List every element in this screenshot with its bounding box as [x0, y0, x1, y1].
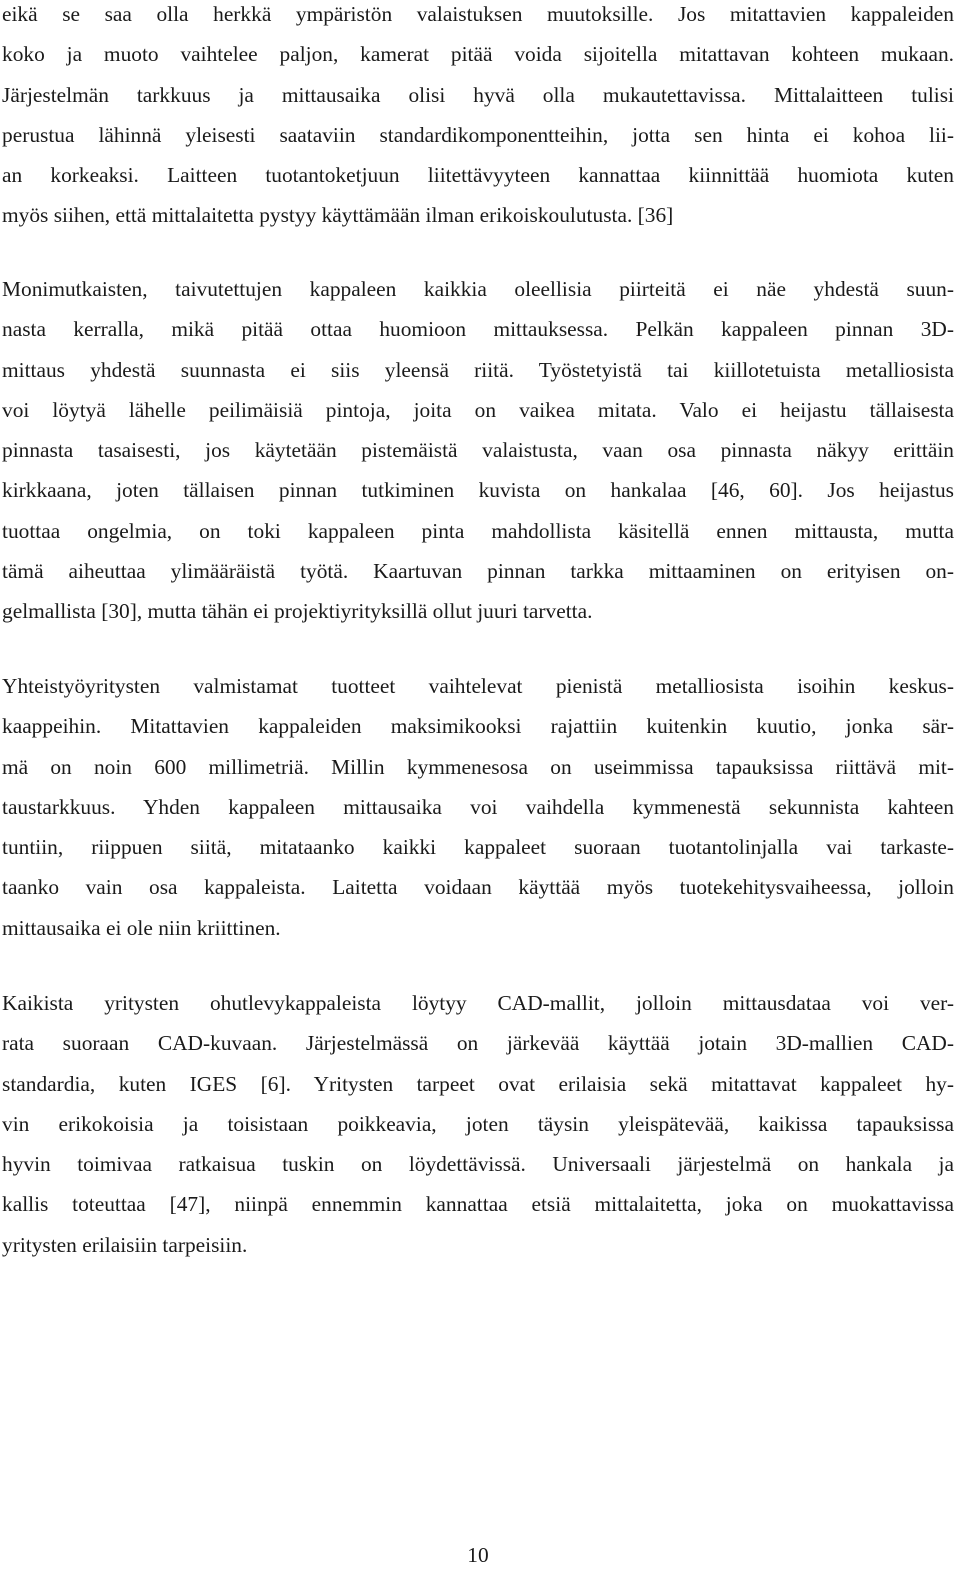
text-line: tuottaa ongelmia, on toki kappaleen pinta mahdollista käsitellä ennen mittausta, mutta [2, 518, 954, 543]
text-line: yritysten erilaisiin tarpeisiin. [2, 1232, 248, 1257]
text-line: rata suoraan CAD-kuvaan. Järjestelmässä on järkevää käyttää jotain 3D-mallien CAD- [2, 1031, 954, 1056]
text-line: kaappeihin. Mitattavien kappaleiden maksimikooksi rajattiin kuitenkin kuutio, jonka sär- [2, 714, 954, 739]
page-number: 10 [467, 1543, 489, 1567]
text-line: nasta kerralla, mikä pitää ottaa huomioon mittauksessa. Pelkän kappaleen pinnan 3D- [2, 317, 954, 342]
text-line: an korkeaksi. Laitteen tuotantoketjuun liitettävyyteen kannattaa kiinnittää huomiota kuten [2, 163, 954, 188]
text-line: hyvin toimivaa ratkaisua tuskin on löydettävissä. Universaali järjestelmä on hankala ja [2, 1152, 954, 1177]
text-line: kirkkaana, joten tällaisen pinnan tutkiminen kuvista on hankalaa [46, 60]. Jos heijastus [2, 478, 954, 503]
text-line: tämä aiheuttaa ylimääräistä työtä. Kaartuvan pinnan tarkka mittaaminen on erityisen on- [2, 559, 954, 584]
text-line: kallis toteuttaa [47], niinpä ennemmin kannattaa etsiä mittalaitetta, joka on muokattavissa [2, 1192, 954, 1217]
text-line: mittaus yhdestä suunnasta ei siis yleensä riitä. Työstetyistä tai kiillotetuista metalliosista [2, 357, 954, 382]
paragraph-2 [2, 269, 954, 632]
text-line: perustua lähinnä yleisesti saataviin standardikomponentteihin, jotta sen hinta ei kohoa lii- [2, 122, 954, 147]
text-line: taanko vain osa kappaleista. Laitetta voidaan käyttää myös tuotekehitysvaiheessa, jolloin [2, 875, 954, 900]
text-line: mä on noin 600 millimetriä. Millin kymmenesosa on useimmissa tapauksissa riittävä mit- [2, 754, 954, 779]
text-line: taustarkkuus. Yhden kappaleen mittausaika voi vaihdella kymmenestä sekunnista kahteen [2, 794, 954, 819]
paragraph-1 [2, 0, 954, 236]
text-line: vin erikokoisia ja toisistaan poikkeavia, joten täysin yleispätevää, kaikissa tapauksissa [2, 1111, 954, 1136]
text-line: myös siihen, että mittalaitetta pystyy käyttämään ilman erikoiskoulutusta. [36] [2, 203, 674, 228]
text-line: pinnasta tasaisesti, jos käytetään pistemäistä valaistusta, vaan osa pinnasta näkyy erittäin [2, 438, 954, 463]
text-line: Yhteistyöyritysten valmistamat tuotteet vaihtelevat pienistä metalliosista isoihin keskus- [2, 674, 954, 698]
text-line: tuntiin, riippuen siitä, mitataanko kaikki kappaleet suoraan tuotantolinjalla vai tarkaste- [2, 835, 954, 860]
text-line: koko ja muoto vaihtelee paljon, kamerat pitää voida sijoitella mitattavan kohteen mukaan. [2, 42, 954, 67]
text-line: gelmallista [30], mutta tähän ei projektiyrityksillä ollut juuri tarvetta. [2, 599, 593, 624]
text-line: voi löytyä lähelle peilimäisiä pintoja, joita on vaikea mitata. Valo ei heijastu tällaisesta [2, 397, 954, 422]
text-line: Järjestelmän tarkkuus ja mittausaika olisi hyvä olla mukautettavissa. Mittalaitteen tulisi [2, 82, 954, 107]
text-line: Kaikista yritysten ohutlevykappaleista löytyy CAD-mallit, jolloin mittausdataa voi ver- [2, 991, 954, 1015]
text-line: standardia, kuten IGES [6]. Yritysten tarpeet ovat erilaisia sekä mitattavat kappaleet hy- [2, 1071, 954, 1096]
text-line: eikä se saa olla herkkä ympäristön valaistuksen muutoksille. Jos mitattavien kappaleiden [2, 2, 954, 26]
paragraph-4 [2, 983, 954, 1265]
text-line: Monimutkaisten, taivutettujen kappaleen kaikkia oleellisia piirteitä ei näe yhdestä suun- [2, 277, 954, 301]
text-line: mittausaika ei ole niin kriittinen. [2, 915, 281, 940]
paragraph-3 [2, 666, 954, 948]
